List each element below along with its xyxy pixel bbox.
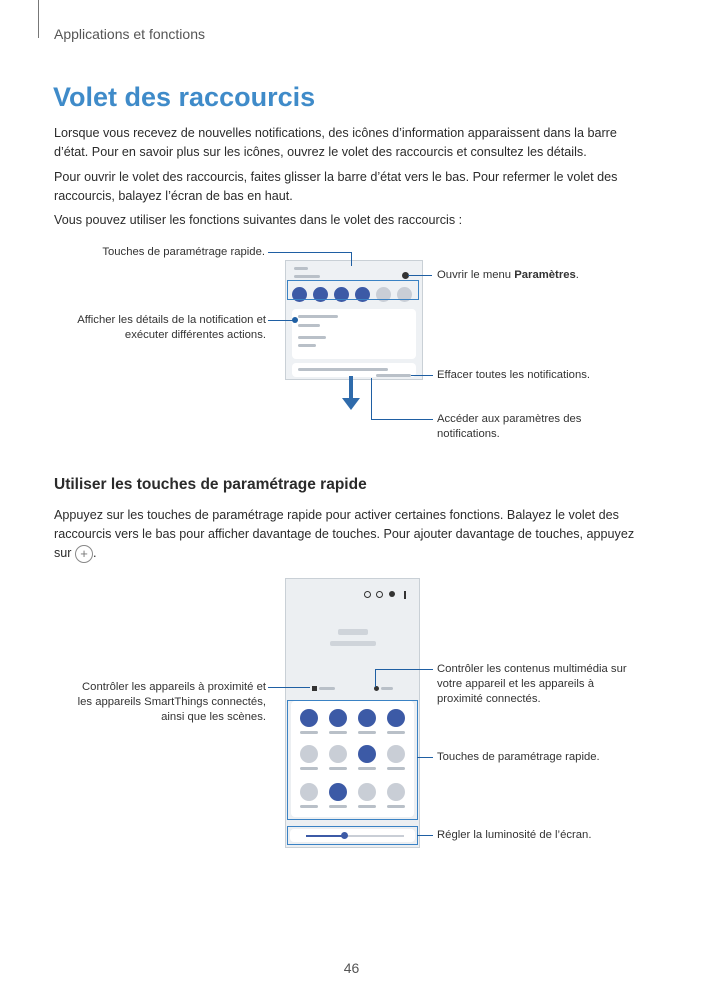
notification-panel-screenshot	[285, 260, 423, 380]
more-options-icon[interactable]	[404, 591, 406, 599]
devices-icon[interactable]	[312, 686, 317, 691]
callout-notification-settings: Accéder aux paramètres des notifications.	[437, 413, 582, 440]
callout-devices: Contrôler les appareils à proximité et les appareils SmartThings connectés, ainsi que les scènes.	[77, 681, 266, 723]
page-title: Volet des raccourcis	[53, 82, 316, 112]
search-icon[interactable]	[364, 591, 371, 598]
quick-settings-highlight-2	[287, 700, 418, 820]
brightness-highlight	[287, 826, 418, 845]
callout-quick-settings-2: Touches de paramétrage rapide.	[437, 751, 600, 763]
callout-brightness: Régler la luminosité de l’écran.	[437, 829, 592, 841]
swipe-down-arrow-icon	[342, 398, 360, 410]
page-number: 46	[343, 960, 360, 976]
callout-media: Contrôler les contenus multimédia sur votre appareil et les appareils à proximité connectés.	[437, 663, 627, 705]
quick-settings-highlight	[287, 280, 419, 300]
intro-paragraph-1: Lorsque vous recevez de nouvelles notifications, des icônes d’information apparaissent dans la barre d’état. Pour en savoir plus sur les icônes, ouvrez le volet des raccourcis et consultez les détails.	[54, 126, 617, 159]
callout-notification-details: Afficher les détails de la notification et exécuter différentes actions.	[77, 314, 266, 341]
add-button-icon: +	[75, 545, 93, 563]
intro-paragraph-3: Vous pouvez utiliser les fonctions suivantes dans le volet des raccourcis :	[54, 213, 463, 227]
swipe-arrow-shaft	[349, 376, 353, 400]
subsection-paragraph: Appuyez sur les touches de paramétrage rapide pour activer certaines fonctions. Balayez le volet des raccourcis vers le bas pour afficher davantage de touches. Pour ajouter davantage de touches, appuyez sur + .	[54, 508, 635, 561]
callout-open-settings: Ouvrir le menu Paramètres.	[437, 269, 579, 281]
header-rule	[38, 0, 39, 38]
intro-paragraph-2: Pour ouvrir le volet des raccourcis, faites glisser la barre d’état vers le bas. Pour refermer le volet des raccourcis, balayez l’écran de bas en haut.	[54, 170, 618, 203]
notification-card[interactable]	[292, 309, 416, 359]
callout-clear-all: Effacer toutes les notifications.	[437, 369, 591, 381]
figure-notification-panel	[0, 240, 703, 450]
callout-quick-settings: Touches de paramétrage rapide.	[102, 246, 265, 258]
settings-gear-icon-2[interactable]	[389, 591, 395, 597]
subsection-title: Utiliser les touches de paramétrage rapide	[54, 476, 367, 493]
section-header: Applications et fonctions	[54, 26, 205, 42]
power-icon[interactable]	[376, 591, 383, 598]
clear-all-button[interactable]	[397, 374, 411, 377]
